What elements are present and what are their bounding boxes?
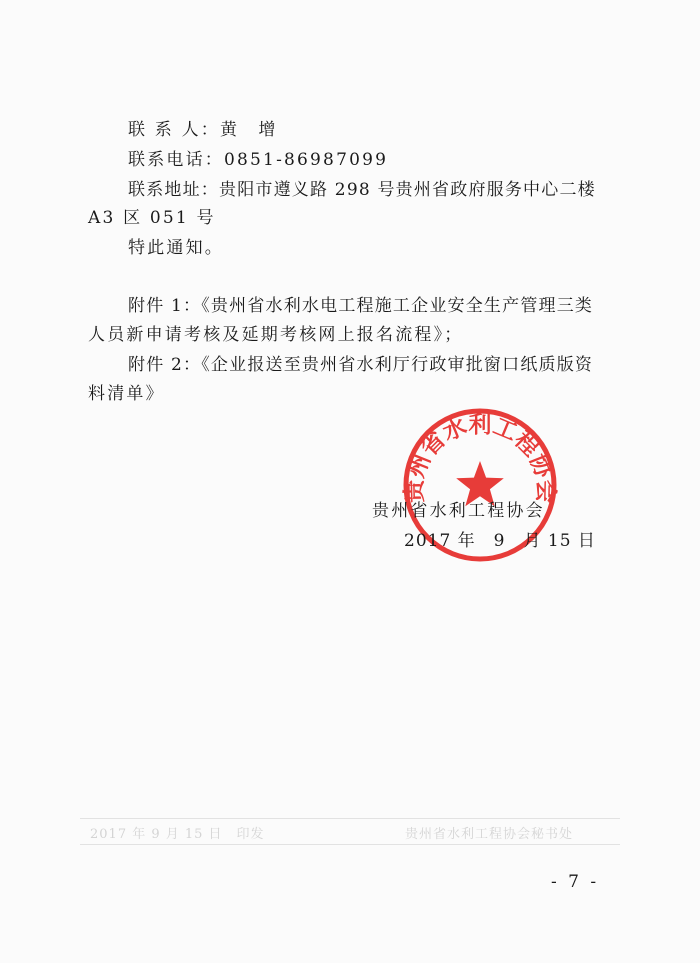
page-number: - 7 - <box>551 872 600 892</box>
footer-issuer: 贵州省水利工程协会秘书处 <box>405 827 574 842</box>
footer-bottom-rule <box>80 844 620 845</box>
contact-person-label: 联 系 人： <box>128 120 221 140</box>
contact-person-name: 黄 增 <box>220 120 278 140</box>
attachment-2-line-1: 附件 2：《企业报送至贵州省水利厅行政审批窗口纸质版资 <box>128 355 594 375</box>
seal-text: 贵州省水利工程协会 <box>400 410 560 504</box>
contact-phone-label: 联系电话： <box>128 150 224 170</box>
contact-address-continuation: A3 区 051 号 <box>88 208 216 228</box>
contact-address-text: 贵阳市遵义路 298 号贵州省政府服务中心二楼 <box>219 180 596 200</box>
signature-organization: 贵州省水利工程协会 <box>372 501 545 521</box>
attachment-1-line-1: 附件 1：《贵州省水利水电工程施工企业安全生产管理三类 <box>128 296 594 316</box>
attachment-1-line-2: 人员新申请考核及延期考核网上报名流程》； <box>88 325 464 345</box>
contact-phone-line <box>128 149 388 171</box>
footer-issue-date: 2017 年 9 月 15 日 印发 <box>90 827 265 842</box>
contact-person-line <box>128 119 278 141</box>
signature-date: 2017 年 9 月 15 日 <box>404 531 596 551</box>
contact-phone-number: 0851-86987099 <box>224 150 389 170</box>
contact-address-label: 联系地址： <box>128 180 219 200</box>
closing-text: 特此通知。 <box>128 238 224 258</box>
footer-top-rule <box>80 818 620 819</box>
attachment-2-line-2: 料清单》 <box>88 384 165 404</box>
contact-address-line <box>128 179 596 201</box>
